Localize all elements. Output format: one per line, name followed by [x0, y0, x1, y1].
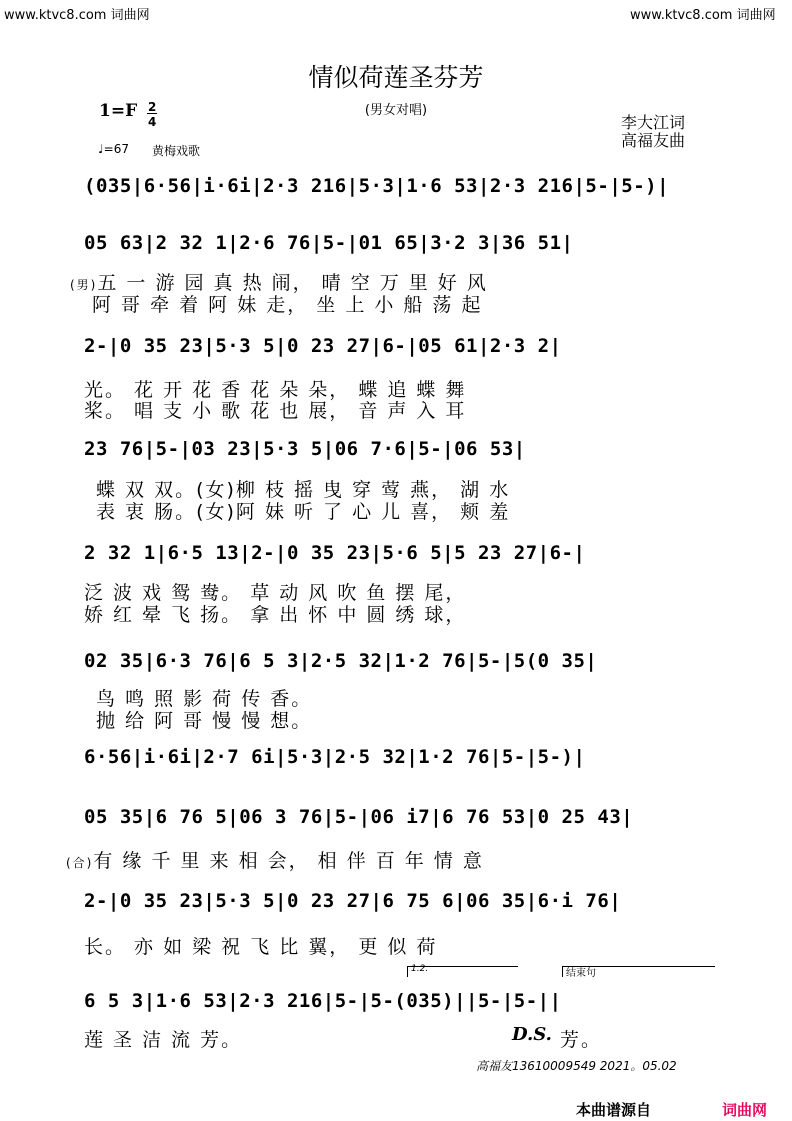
- composer-credit: 高福友曲: [621, 131, 686, 150]
- lyric-line-2b: 桨。 唱 支 小 歌 花 也 展， 音 声 入 耳: [84, 400, 467, 422]
- singer-label-chorus: (合): [66, 856, 94, 870]
- tempo-marking: ♩=67: [98, 142, 129, 156]
- lyric-line-3a: 蝶 双 双。(女)柳 枝 摇 曳 穿 莺 燕， 湖 水: [96, 479, 511, 501]
- site-watermark-right: www.ktvc8.com 词曲网: [630, 8, 776, 23]
- time-signature-divider: [147, 113, 157, 114]
- score-line-3: 2-|0 35 23|5·3 5|0 23 27|6-|05 61|2·3 2|: [84, 335, 562, 357]
- lyric-text: 有 缘 千 里 来 相 会， 相 伴 百 年 情 意: [93, 850, 484, 872]
- style-marking: 黄梅戏歌: [152, 144, 201, 158]
- volta-first-label: 1.2.: [411, 964, 429, 974]
- lyric-line-1b: 阿 哥 牵 着 阿 妹 走， 坐 上 小 船 荡 起: [92, 294, 483, 316]
- score-line-6: 02 35|6·3 76|6 5 3|2·5 32|1·2 76|5-|5(0 35|: [84, 650, 598, 672]
- lyric-line-6: [66, 846, 484, 873]
- key-signature: 1=F: [99, 101, 138, 121]
- volta-end-label: 结束句: [566, 968, 596, 979]
- score-line-7: 6·56|i·6i|2·7 6i|5·3|2·5 32|1·2 76|5-|5-)|: [84, 746, 586, 768]
- score-line-8: 05 35|6 76 5|06 3 76|5-|06 i7|6 76 53|0 25 43|: [84, 806, 634, 828]
- lyric-line-8: 莲 圣 洁 流 芳。: [84, 1029, 243, 1051]
- score-line-2: 05 63|2 32 1|2·6 76|5-|01 65|3·2 3|36 51|: [84, 232, 574, 254]
- lyric-line-5a: 鸟 鸣 照 影 荷 传 香。: [96, 688, 313, 710]
- time-signature-bottom: 4: [148, 115, 157, 129]
- ds-lyric: 芳。: [560, 1029, 603, 1051]
- lyric-line-7: 长。 亦 如 梁 祝 飞 比 翼， 更 似 荷: [84, 936, 438, 958]
- score-line-10: 6 5 3|1·6 53|2·3 216|5-|5-(035)||5-|5-||: [84, 990, 562, 1012]
- site-watermark-left: www.ktvc8.com 词曲网: [4, 8, 150, 23]
- score-line-5: 2 32 1|6·5 13|2-|0 35 23|5·6 5|5 23 27|6-|: [84, 542, 586, 564]
- score-line-4: 23 76|5-|03 23|5·3 5|06 7·6|5-|06 53|: [84, 438, 526, 460]
- score-line-1: (035|6·56|i·6i|2·3 216|5·3|1·6 53|2·3 216|5-|5-)|: [84, 175, 670, 197]
- ds-marking: D.S.: [512, 1024, 552, 1045]
- site-logo: 词曲网: [722, 1101, 768, 1119]
- singer-label-male: (男): [70, 278, 98, 292]
- source-label: 本曲谱源自: [576, 1101, 652, 1119]
- lyric-line-4a: 泛 波 戏 鸳 鸯。 草 动 风 吹 鱼 摆 尾，: [84, 582, 467, 604]
- lyricist-credit: 李大江词: [621, 113, 686, 132]
- time-signature-top: 2: [148, 100, 157, 114]
- song-title: 情似荷莲圣芬芳: [308, 63, 484, 92]
- arranger-signature: 高福友13610009549 2021。05.02: [476, 1059, 677, 1073]
- lyric-line-3b: 表 衷 肠。(女)阿 妹 听 了 心 儿 喜， 颊 羞: [96, 501, 511, 523]
- lyric-line-5b: 抛 给 阿 哥 慢 慢 想。: [96, 710, 313, 732]
- song-subtitle: (男女对唱): [364, 103, 428, 118]
- score-line-9: 2-|0 35 23|5·3 5|0 23 27|6 75 6|06 35|6·i 76|: [84, 890, 622, 912]
- lyric-text: 五 一 游 园 真 热 闹， 晴 空 万 里 好 风: [97, 272, 488, 294]
- lyric-line-4b: 娇 红 晕 飞 扬。 拿 出 怀 中 圆 绣 球，: [84, 604, 467, 626]
- lyric-line-2a: 光。 花 开 花 香 花 朵 朵， 蝶 追 蝶 舞: [84, 379, 467, 401]
